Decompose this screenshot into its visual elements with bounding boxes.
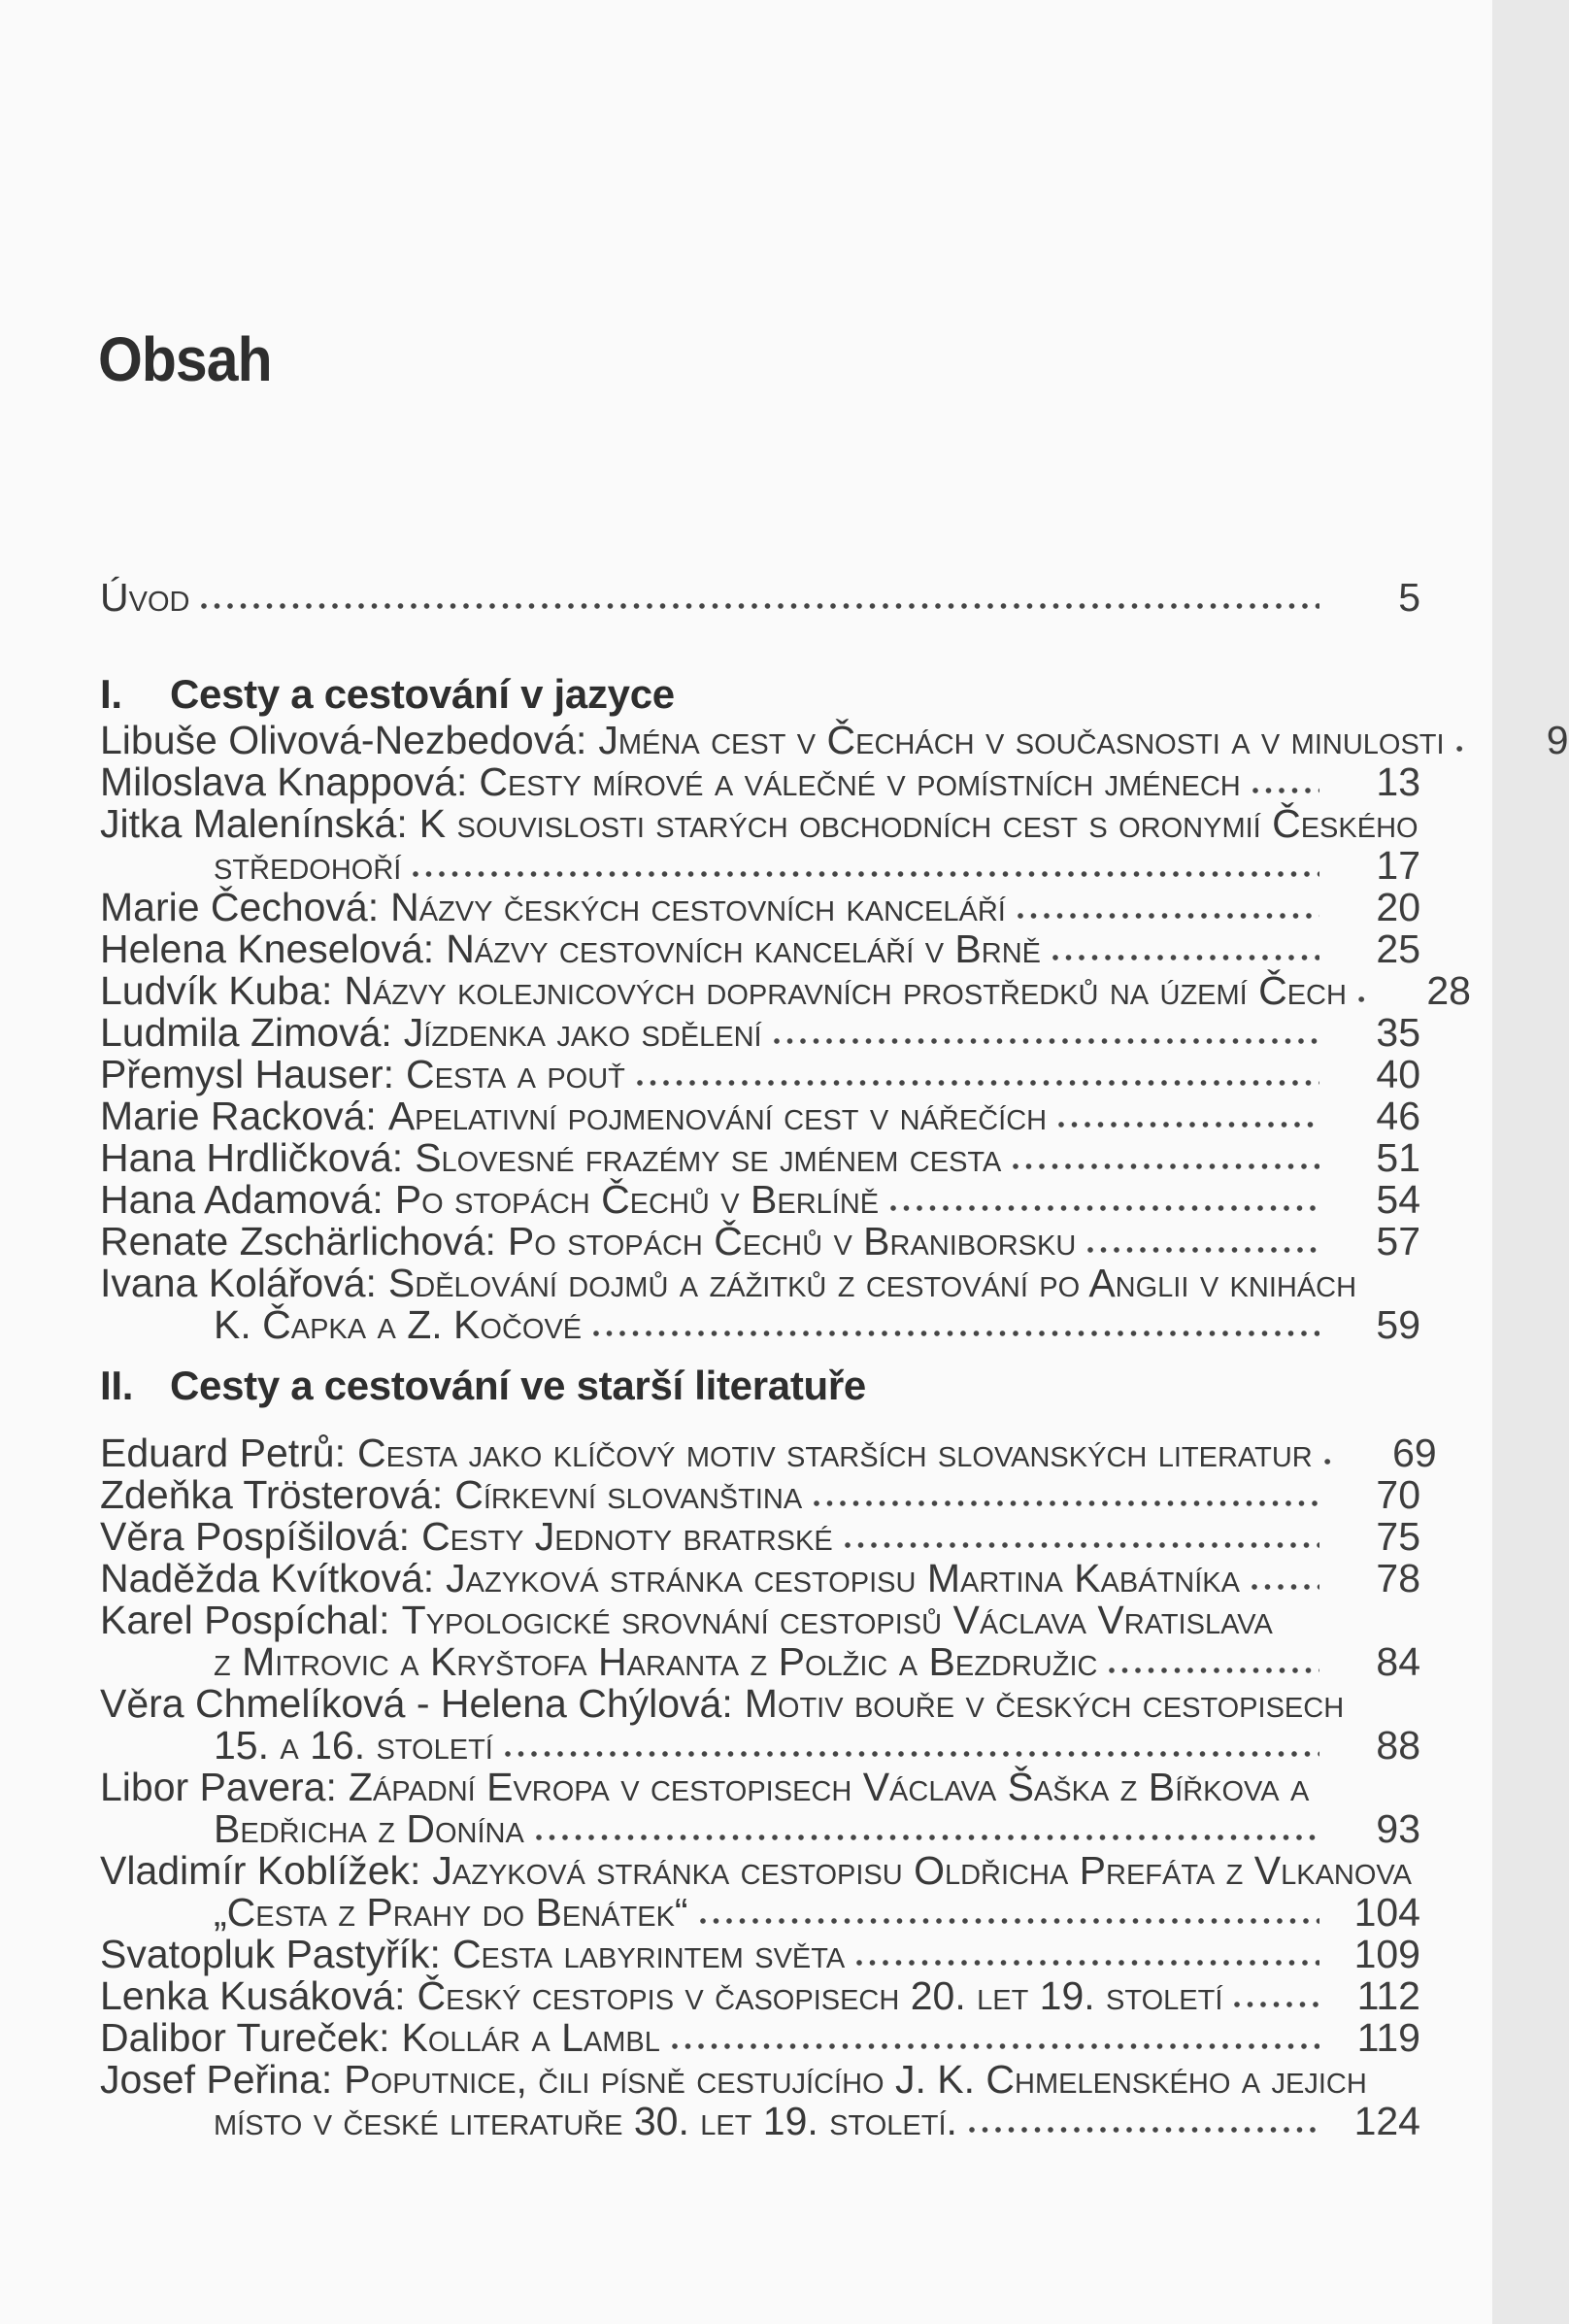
toc-title: Cesty Jednoty bratrské bbox=[421, 1514, 833, 1559]
toc-entry-text bbox=[214, 1304, 582, 1346]
page-number: 51 bbox=[1376, 1135, 1420, 1180]
dot-leader bbox=[1085, 1244, 1319, 1256]
page-number: 17 bbox=[1376, 843, 1420, 888]
toc-row-continuation bbox=[100, 845, 1420, 887]
toc-row bbox=[100, 1683, 1420, 1725]
toc-author: Renate Zschärlichová: bbox=[100, 1219, 496, 1263]
toc-entry-text bbox=[100, 2059, 1367, 2101]
dot-leader bbox=[1251, 785, 1319, 796]
toc-row-continuation bbox=[100, 1808, 1420, 1850]
toc-row bbox=[100, 1263, 1420, 1304]
dot-leader bbox=[772, 1035, 1319, 1047]
dot-leader bbox=[698, 1915, 1319, 1927]
toc-row bbox=[100, 887, 1420, 928]
dot-leader bbox=[591, 1328, 1319, 1339]
toc-title: Názvy kolejnicových dopravních prostředků na území Čech bbox=[344, 968, 1347, 1013]
dot-leader bbox=[854, 1957, 1319, 1969]
dot-leader bbox=[1356, 994, 1370, 1005]
dot-leader bbox=[967, 2124, 1319, 2136]
toc-row bbox=[100, 1600, 1420, 1641]
toc-row bbox=[100, 803, 1420, 845]
page-number: 112 bbox=[1356, 1973, 1420, 2018]
dot-leader bbox=[1107, 1665, 1319, 1676]
toc-entry-text bbox=[100, 1221, 1076, 1263]
toc-title: Po stopách Čechů v Braniborsku bbox=[507, 1219, 1077, 1263]
toc-author: Hana Hrdličková: bbox=[100, 1135, 404, 1180]
dot-leader bbox=[1016, 910, 1319, 922]
dot-leader bbox=[670, 2040, 1319, 2052]
page-title: Obsah bbox=[98, 324, 272, 394]
dot-leader bbox=[1051, 952, 1319, 963]
toc-row bbox=[100, 2017, 1420, 2059]
toc-title: Úvod bbox=[100, 575, 190, 620]
section-number: II. bbox=[100, 1363, 134, 1408]
toc-title: Jízdenka jako sdělení bbox=[403, 1010, 762, 1055]
toc-title-continuation: K. Čapka a Z. Kočové bbox=[214, 1302, 583, 1347]
toc-author: Svatopluk Pastyřík: bbox=[100, 1932, 441, 1976]
toc-author: Naděžda Kvítková: bbox=[100, 1556, 435, 1600]
toc-author: Josef Peřina: bbox=[100, 2057, 333, 2102]
toc-row bbox=[100, 718, 1569, 762]
toc-row-continuation bbox=[100, 1725, 1420, 1767]
toc-title: Slovesné frazémy se jménem cesta bbox=[415, 1135, 1002, 1180]
toc-title: Poputnice, čili písně cestujícího J. K. Chmelenského a jejich bbox=[344, 2057, 1367, 2102]
dot-leader bbox=[888, 1202, 1319, 1214]
toc-title: Cesta jako klíčový motiv starších slovanských literatur bbox=[357, 1431, 1313, 1475]
toc-entry-text bbox=[100, 1975, 1222, 2017]
toc-author: Věra Chmelíková - Helena Chýlová: bbox=[100, 1681, 733, 1726]
toc-entry-text bbox=[214, 845, 401, 887]
toc-title: Jazyková stránka cestopisu Martina Kabátníka bbox=[446, 1556, 1240, 1600]
page-number: 88 bbox=[1376, 1723, 1420, 1768]
toc-entry-text bbox=[100, 970, 1347, 1012]
toc-entry-text bbox=[100, 1558, 1240, 1600]
dot-leader bbox=[411, 868, 1319, 880]
toc-row bbox=[100, 1975, 1420, 2017]
toc-title: Cesty mírové a válečné v pomístních jménech bbox=[479, 759, 1241, 804]
toc-row bbox=[100, 1179, 1420, 1221]
toc-title-continuation: „Cesta z Prahy do Benátek“ bbox=[214, 1890, 688, 1935]
dot-leader bbox=[503, 1748, 1319, 1760]
section-title: Cesty a cestování ve starší literatuře bbox=[170, 1363, 866, 1408]
toc-title: Názvy cestovních kanceláří v Brně bbox=[446, 926, 1042, 971]
toc-title: Názvy českých cestovních kanceláří bbox=[390, 885, 1006, 929]
toc-title: Cesta labyrintem světa bbox=[451, 1932, 846, 1976]
page-number: 35 bbox=[1376, 1010, 1420, 1055]
dot-leader bbox=[199, 600, 1319, 612]
page-number: 93 bbox=[1376, 1806, 1420, 1851]
toc-row bbox=[100, 1012, 1420, 1054]
toc-author: Marie Čechová: bbox=[100, 885, 380, 929]
toc-entry-text bbox=[100, 803, 1419, 845]
toc-author: Vladimír Koblížek: bbox=[100, 1848, 421, 1893]
toc-author: Ivana Kolářová: bbox=[100, 1261, 377, 1305]
dot-leader bbox=[843, 1539, 1319, 1551]
dot-leader bbox=[1011, 1161, 1319, 1172]
page-number: 84 bbox=[1376, 1639, 1420, 1684]
toc-author: Zdeňka Trösterová: bbox=[100, 1472, 444, 1517]
dot-leader bbox=[1250, 1581, 1319, 1593]
page-number: 9 bbox=[1546, 718, 1569, 762]
toc-title-continuation: místo v české literatuře 30. let 19. století. bbox=[214, 2099, 957, 2143]
toc-title: Jazyková stránka cestopisu Oldřicha Prefáta z Vlkanova bbox=[432, 1848, 1412, 1893]
dot-leader bbox=[635, 1077, 1319, 1089]
toc-title-continuation: Bedřicha z Donína bbox=[214, 1806, 524, 1851]
toc-entry-text bbox=[100, 761, 1241, 803]
toc-title-continuation: z Mitrovic a Kryštofa Haranta z Polžic a Bezdružic bbox=[214, 1639, 1098, 1684]
toc-author: Věra Pospíšilová: bbox=[100, 1514, 411, 1559]
toc-title: Sdělování dojmů a zážitků z cestování po Anglii v knihách bbox=[387, 1261, 1357, 1305]
dot-leader bbox=[1454, 743, 1468, 755]
toc-author: Libor Pavera: bbox=[100, 1765, 337, 1809]
page-number: 69 bbox=[1392, 1431, 1437, 1475]
toc-entry-text bbox=[100, 1432, 1313, 1474]
toc-entry-text bbox=[100, 1516, 833, 1558]
toc-title: Západní Evropa v cestopisech Václava Šaška z Bířkova a bbox=[348, 1765, 1310, 1809]
toc-row-continuation bbox=[100, 1641, 1420, 1683]
toc-entry-text bbox=[100, 1850, 1412, 1892]
toc-row bbox=[100, 1474, 1420, 1516]
toc-entry-text bbox=[214, 2101, 957, 2142]
toc-author: Marie Racková: bbox=[100, 1094, 377, 1138]
toc-author: Miloslava Knappová: bbox=[100, 759, 468, 804]
toc-row bbox=[100, 1431, 1437, 1475]
page-number: 40 bbox=[1376, 1052, 1420, 1096]
dot-leader bbox=[1322, 1456, 1336, 1467]
page-number: 59 bbox=[1376, 1302, 1420, 1347]
toc-author: Eduard Petrů: bbox=[100, 1431, 346, 1475]
toc-row bbox=[100, 1934, 1420, 1975]
page-number: 54 bbox=[1376, 1177, 1420, 1222]
toc-author: Libuše Olivová-Nezbedová: bbox=[100, 718, 587, 762]
toc-author: Helena Kneselová: bbox=[100, 926, 435, 971]
page-number: 57 bbox=[1376, 1219, 1420, 1263]
toc-entry-text bbox=[214, 1808, 524, 1850]
toc-entry-text bbox=[100, 1095, 1047, 1137]
page-number: 28 bbox=[1426, 968, 1471, 1013]
section-title: Cesty a cestování v jazyce bbox=[170, 671, 675, 717]
toc-title-continuation: 15. a 16. století bbox=[214, 1723, 493, 1768]
toc-row-continuation bbox=[100, 1892, 1420, 1934]
toc-row bbox=[100, 1850, 1420, 1892]
toc-entry-text bbox=[100, 1600, 1273, 1641]
toc-entry-text bbox=[100, 1767, 1309, 1808]
toc-row bbox=[100, 1558, 1420, 1600]
toc-author: Hana Adamová: bbox=[100, 1177, 384, 1222]
toc-entry-text bbox=[100, 928, 1041, 970]
toc-author: Dalibor Tureček: bbox=[100, 2015, 390, 2060]
section-number: I. bbox=[100, 671, 122, 717]
toc-author: Karel Pospíchal: bbox=[100, 1598, 390, 1642]
toc-title: K souvislosti starých obchodních cest s oronymií Českého bbox=[418, 801, 1419, 846]
toc-row bbox=[100, 1095, 1420, 1137]
toc-row bbox=[100, 968, 1471, 1013]
toc-title: Po stopách Čechů v Berlíně bbox=[394, 1177, 880, 1222]
toc-entry-text bbox=[100, 1054, 625, 1095]
toc-entry-text bbox=[100, 1137, 1001, 1179]
page-number: 124 bbox=[1353, 2099, 1420, 2143]
toc-author: Ludmila Zimová: bbox=[100, 1010, 392, 1055]
toc-title: Cesta a pouť bbox=[406, 1052, 625, 1096]
toc-row bbox=[100, 2059, 1420, 2101]
toc-entry-text bbox=[100, 577, 189, 619]
toc-author: Jitka Malenínská: bbox=[100, 801, 408, 846]
toc-title: Církevní slovanština bbox=[454, 1472, 803, 1517]
toc-title: Apelativní pojmenování cest v nářečích bbox=[387, 1094, 1048, 1138]
section-heading-1 bbox=[100, 673, 675, 715]
toc-entry-uvod bbox=[100, 577, 1420, 619]
toc-title-continuation: středohoří bbox=[214, 843, 402, 888]
page-number: 104 bbox=[1353, 1890, 1420, 1935]
toc-row bbox=[100, 1137, 1420, 1179]
page-number: 109 bbox=[1353, 1932, 1420, 1976]
toc-entry-text bbox=[100, 1474, 802, 1516]
page-number: 25 bbox=[1376, 926, 1420, 971]
page-number: 13 bbox=[1376, 759, 1420, 804]
section-items-0 bbox=[100, 718, 1569, 1347]
toc-entry-text bbox=[100, 1934, 845, 1975]
dot-leader bbox=[534, 1832, 1319, 1843]
toc-author: Lenka Kusáková: bbox=[100, 1973, 406, 2018]
page-number: 5 bbox=[1398, 575, 1420, 620]
toc-entry-text bbox=[214, 1725, 493, 1767]
toc-title: Český cestopis v časopisech 20. let 19. století bbox=[417, 1973, 1223, 2018]
toc-entry-text bbox=[100, 2017, 660, 2059]
toc-entry-text bbox=[100, 1683, 1344, 1725]
toc-entry-text bbox=[214, 1641, 1097, 1683]
toc-entry-text bbox=[214, 1892, 688, 1934]
dot-leader bbox=[812, 1498, 1319, 1509]
toc-row-continuation bbox=[100, 2101, 1420, 2142]
page-number: 46 bbox=[1376, 1094, 1420, 1138]
page-number: 20 bbox=[1376, 885, 1420, 929]
page-number: 75 bbox=[1376, 1514, 1420, 1559]
toc-row bbox=[100, 1054, 1420, 1095]
toc-entry-text bbox=[100, 1012, 762, 1054]
dot-leader bbox=[1056, 1119, 1319, 1130]
toc-row bbox=[100, 761, 1420, 803]
toc-title: Kollár a Lambl bbox=[401, 2015, 660, 2060]
section-items-1 bbox=[100, 1431, 1437, 2143]
toc-row bbox=[100, 928, 1420, 970]
toc-entry-text bbox=[100, 1263, 1356, 1304]
toc-row bbox=[100, 1516, 1420, 1558]
toc-entry-text bbox=[100, 720, 1445, 761]
dot-leader bbox=[1232, 1999, 1319, 2010]
toc-author: Přemysl Hauser: bbox=[100, 1052, 395, 1096]
section-heading-2 bbox=[100, 1364, 866, 1406]
toc-title: Motiv bouře v českých cestopisech bbox=[744, 1681, 1345, 1726]
toc-row-continuation bbox=[100, 1304, 1420, 1346]
toc-author: Ludvík Kuba: bbox=[100, 968, 333, 1013]
page-number: 119 bbox=[1356, 2015, 1420, 2060]
toc-title: Typologické srovnání cestopisů Václava Vratislava bbox=[401, 1598, 1273, 1642]
toc-row bbox=[100, 1221, 1420, 1263]
page-number: 70 bbox=[1376, 1472, 1420, 1517]
toc-title: Jména cest v Čechách v současnosti a v minulosti bbox=[598, 718, 1445, 762]
toc-row bbox=[100, 1767, 1420, 1808]
page-number: 78 bbox=[1376, 1556, 1420, 1600]
toc-entry-text bbox=[100, 887, 1006, 928]
toc-entry-text bbox=[100, 1179, 879, 1221]
